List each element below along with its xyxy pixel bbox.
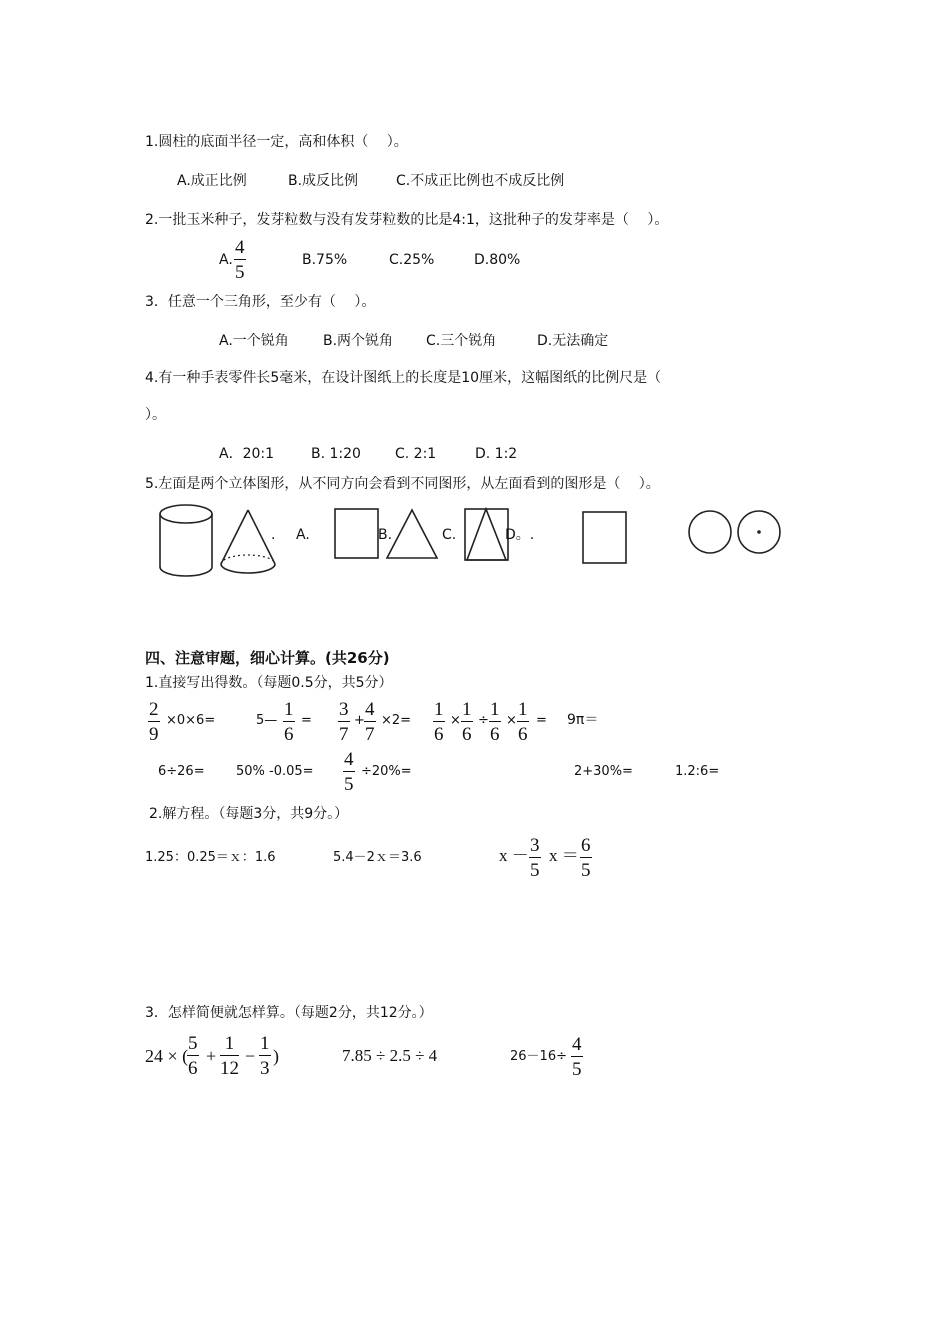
cone-figure [218, 508, 278, 578]
fraction-denominator: 5 [235, 262, 245, 283]
q2-question: 2.一批玉米种子，发芽粒数与没有发芽粒数的比是4:1，这批种子的发芽率是（ ）。 [145, 212, 669, 228]
p1-e8-fraction: $\frac{4}{5}$ [344, 749, 354, 795]
q4-option-b: B. 1:20 [311, 446, 361, 462]
part3-title: 3．怎样简便就怎样算。（每题2分，共12分。） [145, 1005, 433, 1021]
p1-e4-fraction4: $\frac{1}{6}$ [518, 699, 528, 745]
p2-eq3-mid: x ＝ [549, 846, 579, 865]
q5-label-b: B. [378, 527, 393, 543]
q4-question-line2: ）。 [145, 407, 166, 423]
p1-e7: 50% -0.05= [236, 764, 314, 779]
q5-label-a: A. [296, 527, 310, 543]
q5-question: 5.左面是两个立体图形，从不同方向会看到不同图形，从左面看到的图形是（ ）。 [145, 476, 660, 492]
p1-e4-fraction2: $\frac{1}{6}$ [462, 699, 472, 745]
option-a-square-figure [334, 508, 380, 560]
p3-c1-fraction1: $\frac{5}{6}$ [188, 1033, 198, 1079]
q2-option-b: B.75% [302, 252, 348, 268]
q3-option-a: A.一个锐角 [219, 333, 289, 349]
q5-dot: . [271, 527, 276, 543]
p1-e3-fraction2: $\frac{4}{7}$ [365, 699, 375, 745]
q4-option-c: C. 2:1 [395, 446, 437, 462]
p3-c2: 7.85 ÷ 2.5 ÷ 4 [342, 1046, 438, 1065]
q3-option-d: D.无法确定 [537, 333, 609, 349]
p1-e4-op1: × [450, 713, 461, 728]
p3-c1-head: 24 × ( [145, 1046, 189, 1066]
cylinder-figure [158, 503, 216, 578]
p1-e1-tail: ×0×6= [166, 713, 216, 728]
q5-label-d: D。. [505, 527, 535, 543]
q2-option-c: C.25% [389, 252, 435, 268]
p1-e2-head: 5— [256, 713, 278, 728]
q5-label-c: C. [442, 527, 457, 543]
part2-title: 2.解方程。（每题3分，共9分。） [149, 806, 349, 822]
p1-e3-tail: ×2= [381, 713, 412, 728]
p3-c1-op1: + [206, 1046, 217, 1066]
q1-option-c: C.不成正比例也不成反比例 [396, 173, 565, 189]
p2-eq1: 1.25：0.25＝ｘ：1.6 [145, 850, 276, 865]
p1-e2-tail: = [301, 713, 312, 728]
p1-e4-tail: = [536, 713, 547, 728]
section4-title: 四、注意审题，细心计算。(共26分) [145, 649, 390, 667]
q2-option-a-fraction [234, 238, 246, 282]
option-d-square-figure [582, 511, 628, 565]
p3-c1-fraction3: $\frac{1}{3}$ [260, 1033, 270, 1079]
q1-question: 1.圆柱的底面半径一定，高和体积（ ）。 [145, 134, 408, 150]
p1-e4-fraction3: $\frac{1}{6}$ [490, 699, 500, 745]
part1-title: 1.直接写出得数。（每题0.5分，共5分） [145, 675, 393, 691]
option-b-triangle-figure [385, 508, 441, 560]
p2-eq2: 5.4－2ｘ＝3.6 [333, 850, 422, 865]
p3-c3-head: 26－16÷ [510, 1049, 567, 1064]
q3-option-c: C.三个锐角 [426, 333, 497, 349]
p1-e3-fraction1: $\frac{3}{7}$ [339, 699, 349, 745]
p1-e2-fraction: $\frac{1}{6}$ [284, 699, 294, 745]
two-circles-figure [687, 510, 783, 556]
p1-e6: 6÷26= [158, 764, 205, 779]
p1-e4-op2: ÷ [478, 713, 489, 728]
fraction-numerator: 4 [235, 237, 245, 258]
p1-e5: 9π＝ [567, 712, 599, 728]
option-c-square-triangle-figure [464, 508, 510, 562]
q1-option-a: A.成正比例 [177, 173, 247, 189]
q4-option-d: D. 1:2 [475, 446, 518, 462]
p3-c1-fraction2: $\frac{1}{12}$ [220, 1033, 239, 1079]
q2-option-a-prefix: A. [219, 252, 233, 268]
q3-option-b: B.两个锐角 [323, 333, 394, 349]
p1-e4-op3: × [506, 713, 517, 728]
p2-eq3-head: x － [499, 846, 529, 865]
p1-e4-fraction1: $\frac{1}{6}$ [434, 699, 444, 745]
p2-eq3-fraction-right: $\frac{6}{5}$ [581, 835, 591, 881]
q4-option-a: A．20:1 [219, 446, 275, 462]
q4-question-line1: 4.有一种手表零件长5毫米，在设计图纸上的长度是10厘米，这幅图纸的比例尺是（ [145, 370, 662, 386]
p3-c1-op2: − [245, 1046, 256, 1066]
p1-e3-op: + [354, 713, 365, 728]
p3-c3-fraction: $\frac{4}{5}$ [572, 1034, 582, 1080]
p1-e10: 1.2:6= [675, 764, 720, 779]
p1-e1-fraction: $\frac{2}{9}$ [149, 699, 159, 745]
p1-e9: 2+30%= [574, 764, 633, 779]
q3-question: 3．任意一个三角形，至少有（ ）。 [145, 294, 376, 310]
p1-e8-tail: ÷20%= [361, 764, 412, 779]
p3-c1-tail: ) [273, 1046, 279, 1066]
q2-option-d: D.80% [474, 252, 521, 268]
p2-eq3-fraction-left: $\frac{3}{5}$ [530, 835, 540, 881]
q1-option-b: B.成反比例 [288, 173, 359, 189]
